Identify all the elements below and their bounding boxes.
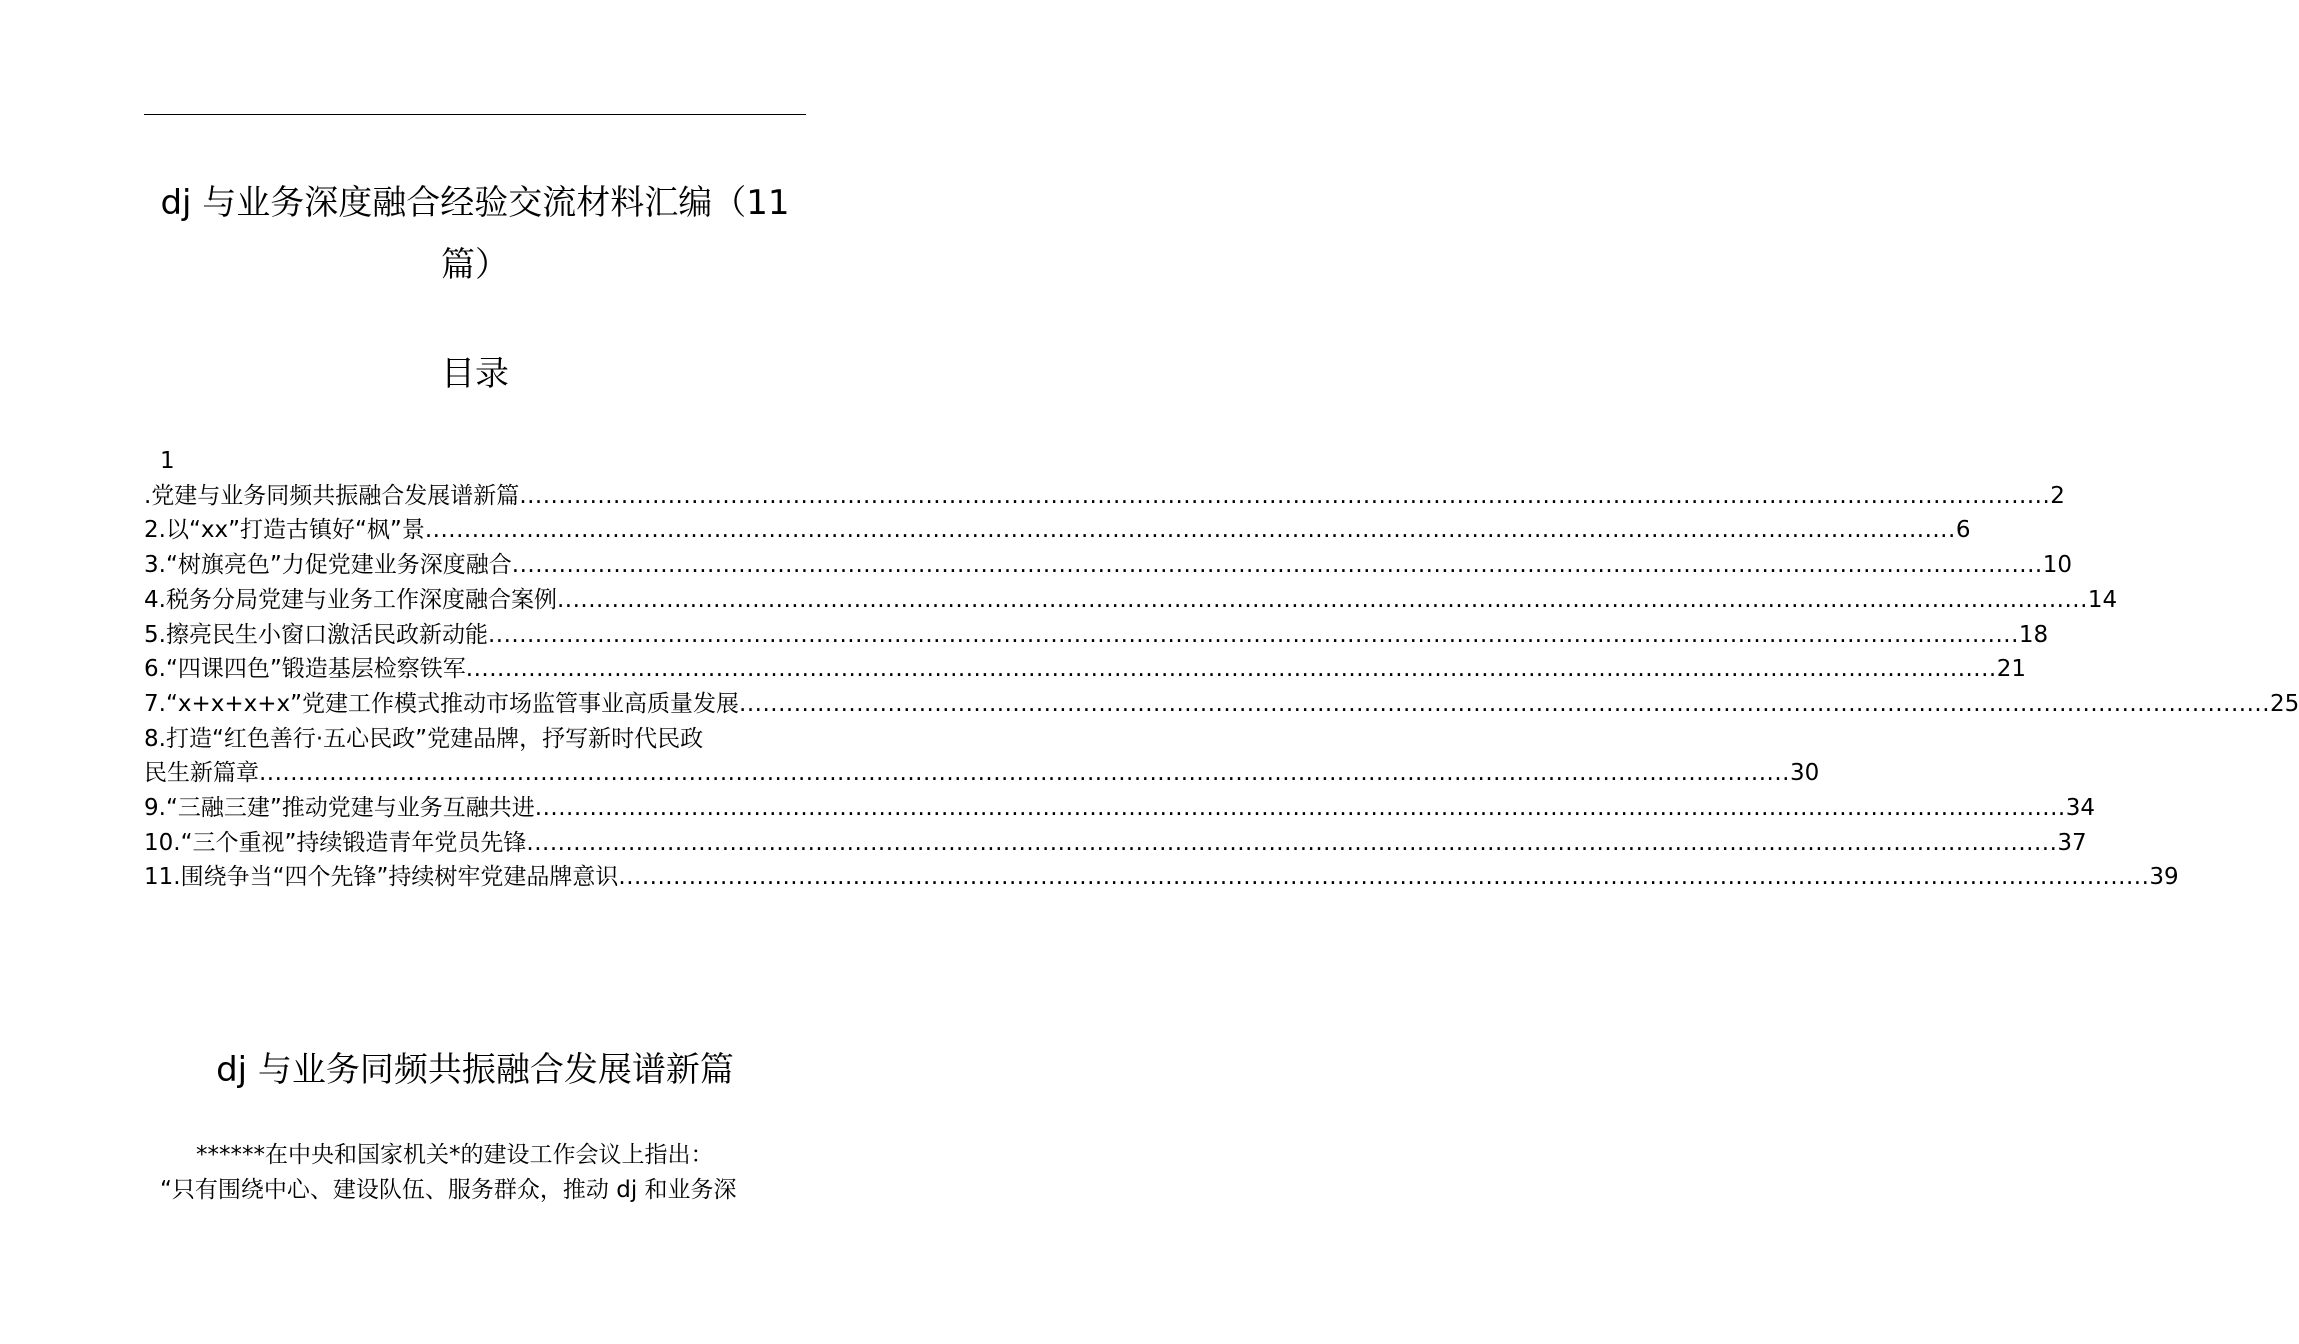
toc-entry-10[interactable] (144, 826, 2087, 861)
toc-entry-page: 18 (2018, 621, 2049, 648)
toc-entry-5[interactable] (144, 618, 2049, 653)
paragraph-line-2: “只有围绕中心、建设队伍、服务群众，推动 dj 和业务深 (160, 1177, 737, 1203)
toc-leader-dots (535, 791, 2066, 826)
toc-entry-4[interactable] (144, 583, 2118, 618)
toc-entry-1[interactable] (144, 479, 2065, 514)
section-title: dj 与业务同频共振融合发展谱新篇 (216, 1050, 734, 1090)
section-paragraph (144, 1138, 806, 1208)
toc-entry-title-line-2: 民生新篇章 (144, 760, 259, 787)
toc-entry-8[interactable] (144, 722, 1820, 791)
toc-leader-dots (425, 513, 1956, 548)
toc-entry-title: 5.擦亮民生小窗口激活民政新动能 (144, 621, 488, 648)
toc-entry-title: 3.“树旗亮色”力促党建业务深度融合 (144, 552, 512, 579)
toc-entry-page: 30 (1789, 760, 1820, 787)
toc-entry-page: 14 (2087, 586, 2118, 613)
toc-leader-dots (739, 687, 2270, 722)
toc-entry-9[interactable] (144, 791, 2096, 826)
toc-entry-title: 4.税务分局党建与业务工作深度融合案例 (144, 586, 557, 613)
document-title-line-2: 篇） (441, 245, 509, 285)
document-title (144, 172, 806, 296)
toc-entry-title: 10.“三个重视”持续锻造青年党员先锋 (144, 829, 527, 856)
toc-leader-dots (618, 860, 2149, 895)
toc-entry-title: 2.以“xx”打造古镇好“枫”景 (144, 517, 425, 544)
toc-entry-page: 25 (2270, 690, 2299, 717)
document-title-line-1: dj 与业务深度融合经验交流材料汇编（11 (160, 183, 790, 223)
toc-heading: 目录 (441, 354, 509, 394)
toc-entry-title: 11.围绕争当“四个先锋”持续树牢党建品牌意识 (144, 864, 619, 891)
toc-leader-dots (488, 618, 2019, 653)
toc-entry-7[interactable] (144, 687, 2299, 722)
toc-entry-page: 2 (2050, 482, 2065, 509)
table-of-contents (144, 444, 2299, 895)
toc-leader-dots (512, 548, 2043, 583)
toc-entry-11[interactable] (144, 860, 2179, 895)
toc-entry-2[interactable] (144, 513, 1971, 548)
toc-entry-3[interactable] (144, 548, 2073, 583)
toc-leader-dots (466, 652, 1997, 687)
toc-leader-dots (526, 826, 2057, 861)
toc-entry-title: .党建与业务同频共振融合发展谱新篇 (144, 482, 520, 509)
toc-leader-dots (519, 479, 2050, 514)
toc-entry-page: 21 (1996, 656, 2027, 683)
toc-entry-title-line-1: 8.打造“红色善行·五心民政”党建品牌，抒写新时代民政 (144, 725, 704, 752)
toc-entry-page: 39 (2149, 864, 2179, 891)
toc-entry-page: 10 (2042, 552, 2073, 579)
toc-entry-page: 6 (1955, 517, 1971, 544)
toc-entry-title: 7.“x+x+x+x”党建工作模式推动市场监管事业高质量发展 (144, 690, 740, 717)
top-rule (144, 114, 806, 115)
toc-entry-title: 6.“四课四色”锻造基层检察铁军 (144, 656, 466, 683)
toc-entry-title: 9.“三融三建”推动党建与业务互融共进 (144, 795, 535, 822)
toc-entry-6[interactable] (144, 652, 2027, 687)
toc-entry-page: 37 (2057, 829, 2087, 856)
paragraph-line-1: ******在中央和国家机关*的建设工作会议上指出： (196, 1142, 714, 1168)
toc-leader-dots (259, 756, 1790, 791)
toc-leader-dots (557, 583, 2088, 618)
toc-entry-page: 34 (2065, 795, 2096, 822)
toc-entry-1-number: 1 (160, 448, 175, 474)
